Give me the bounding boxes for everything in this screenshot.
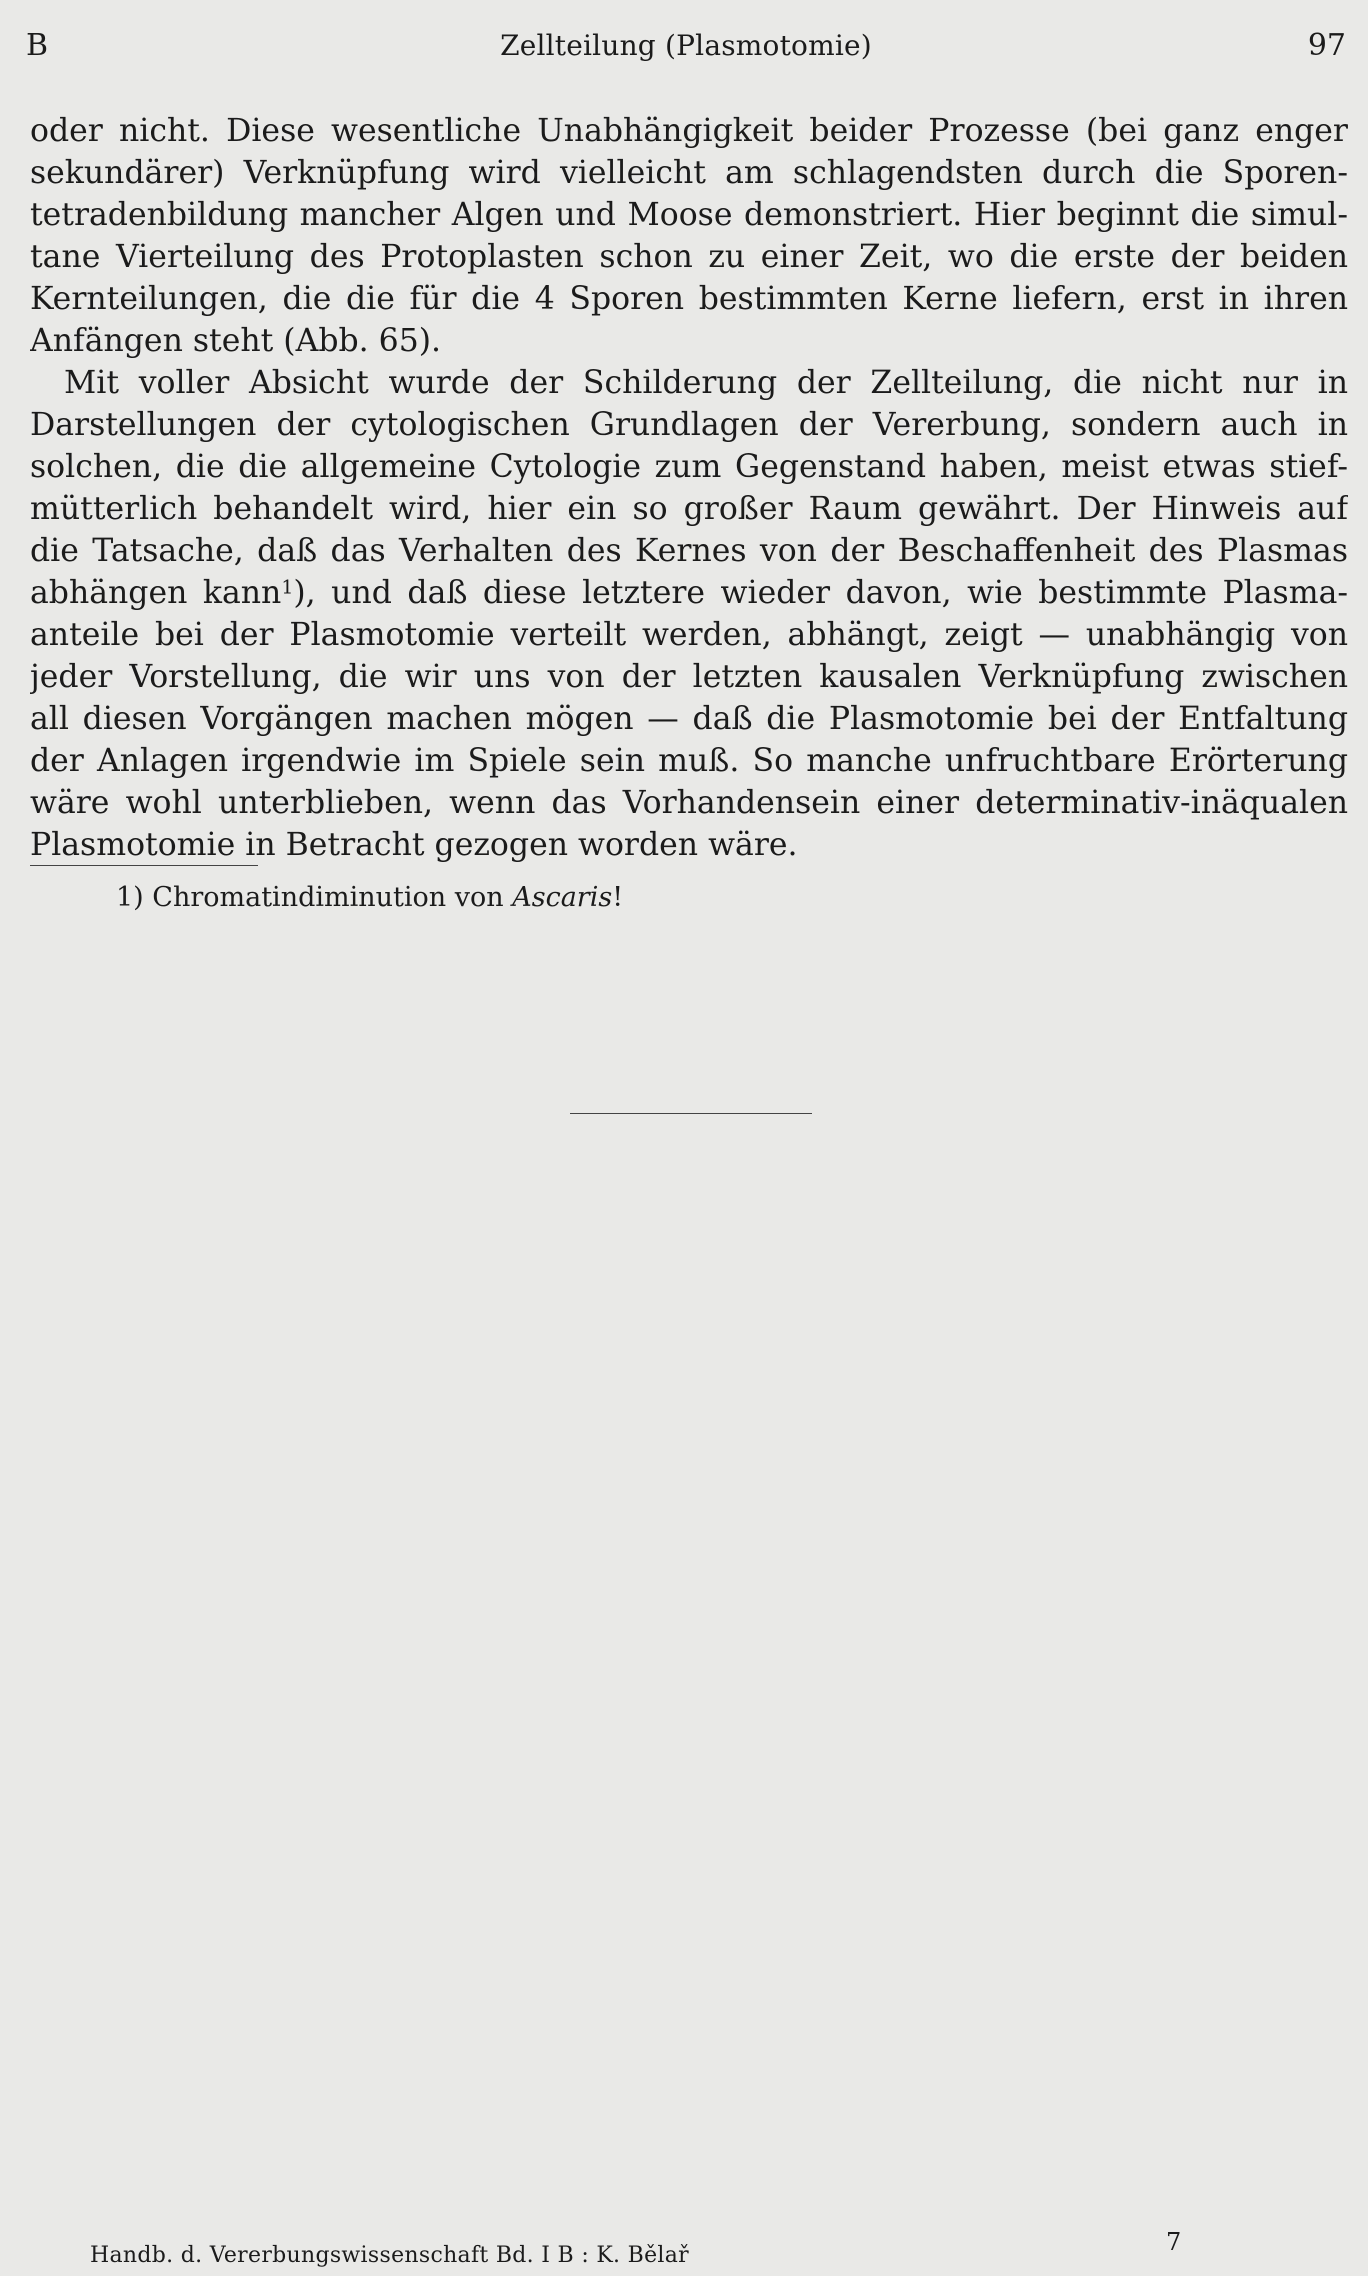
text-line: Kernteilungen, die die für die 4 Sporen bestimmten Kerne liefern, erst in ihren (30, 281, 1348, 317)
text-line: anteile bei der Plasmotomie verteilt werden, abhängt, zeigt — unabhängig von (30, 617, 1348, 653)
footnote (116, 880, 623, 916)
footnote-italic: Ascaris (512, 882, 613, 913)
text-line: Mit voller Absicht wurde der Schilderung der Zellteilung, die nicht nur in (64, 365, 1348, 401)
page-number: 97 (1307, 28, 1346, 63)
text-line: oder nicht. Diese wesentliche Unabhängigkeit beider Prozesse (bei ganz enger (30, 113, 1348, 149)
text-line-with-footnote (30, 572, 1348, 614)
footnote-prefix: 1) Chromatindiminution von (116, 882, 513, 913)
running-title: Zellteilung (Plasmotomie) (500, 29, 872, 62)
body-text (30, 110, 1348, 866)
text-line: all diesen Vorgängen machen mögen — daß die Plasmotomie bei der Entfaltung (30, 701, 1348, 737)
text-line: Plasmotomie in Betracht gezogen worden wäre. (30, 827, 798, 863)
text-line: Darstellungen der cytologischen Grundlagen der Vererbung, sondern auch in (30, 407, 1348, 443)
text-line: sekundärer) Verknüpfung wird vielleicht am schlagendsten durch die Sporen- (30, 155, 1348, 191)
text-line: wäre wohl unterblieben, wenn das Vorhandensein einer determinativ-inäqualen (30, 785, 1348, 821)
text-fragment: abhängen kann (30, 575, 282, 611)
footnote-marker: 1 (281, 576, 294, 599)
text-line: solchen, die die allgemeine Cytologie zum Gegenstand haben, meist etwas stief- (30, 449, 1348, 485)
text-line: tetradenbildung mancher Algen und Moose demonstriert. Hier beginnt die simul- (30, 197, 1348, 233)
text-line: mütterlich behandelt wird, hier ein so großer Raum gewährt. Der Hinweis auf (30, 491, 1348, 527)
text-line: der Anlagen irgendwie im Spiele sein muß. So manche unfruchtbare Erörterung (30, 743, 1348, 779)
footnote-suffix: ! (612, 882, 624, 913)
page-header (26, 26, 1346, 66)
text-line: jeder Vorstellung, die wir uns von der letzten kausalen Verknüpfung zwischen (30, 659, 1348, 695)
footer-signature: Handb. d. Vererbungswissenschaft Bd. I B : K. Bělař (90, 2243, 689, 2268)
signature-number: 7 (1166, 2228, 1182, 2256)
footnote-divider (30, 865, 258, 866)
text-line: Anfängen steht (Abb. 65). (30, 323, 442, 359)
section-end-divider (570, 1113, 812, 1114)
section-mark: B (26, 28, 49, 63)
text-fragment: ), und daß diese letztere wieder davon, wie bestimmte Plasma- (293, 575, 1348, 611)
text-line: tane Vierteilung des Protoplasten schon zu einer Zeit, wo die erste der beiden (30, 239, 1348, 275)
text-line: die Tatsache, daß das Verhalten des Kernes von der Beschaffenheit des Plasmas (30, 533, 1348, 569)
